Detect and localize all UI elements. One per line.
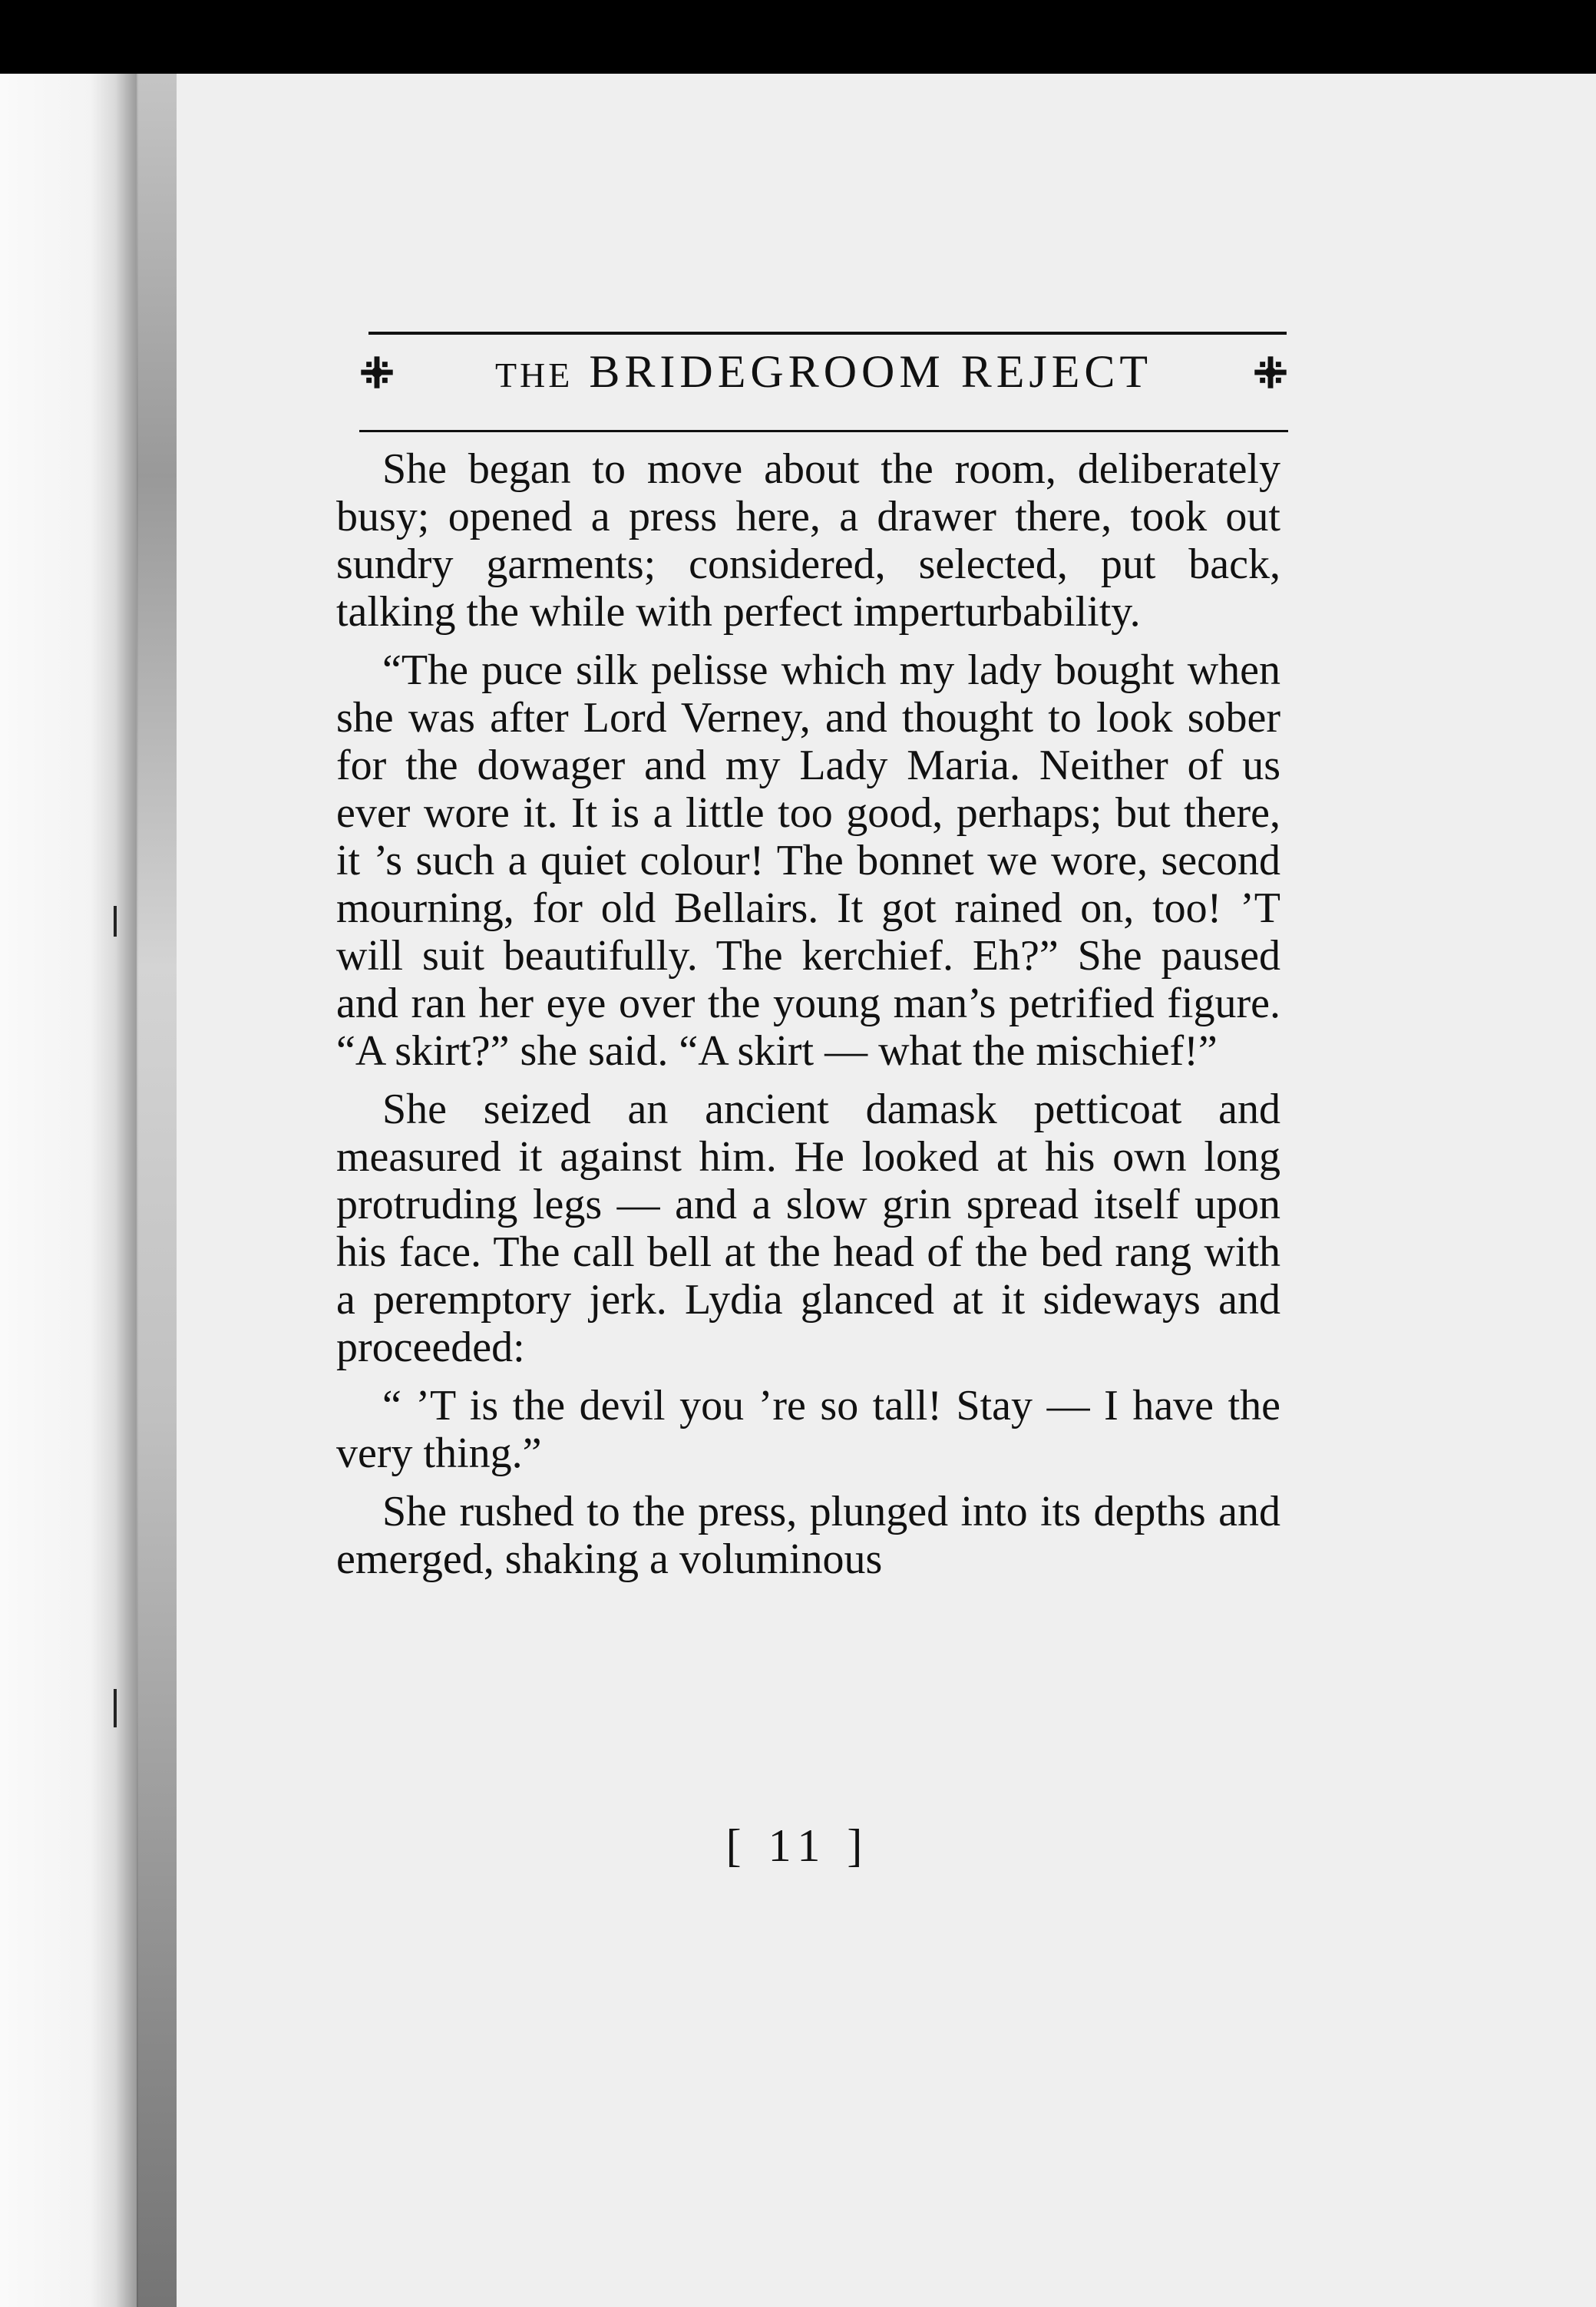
paragraph: “The puce silk pelisse which my lady bought when she was after Lord Verney, and thought to look sober for the dowager and my Lady Maria. Neither of us ever wore it. It is a little too good, perhaps; but there, it ’s such a quiet colour! The bonnet we wore, second mourning, for old Bellairs. It got rained on, too! ’T will suit beautifully. The kerchief. Eh?” She paused and ran her eye over the young man’s petrified figure. “A skirt?” she said. “A skirt — what the mischief!” <box>336 646 1280 1075</box>
paragraph: She rushed to the press, plunged into its depths and emerged, shaking a voluminous <box>336 1488 1280 1583</box>
margin-mark <box>114 1689 117 1727</box>
page-number: [ 11 ] <box>725 1820 871 1871</box>
header-rule-top <box>368 332 1287 335</box>
running-title-prefix: THE <box>494 355 573 395</box>
running-header <box>359 345 1288 398</box>
fleuron-icon <box>1253 355 1288 390</box>
margin-mark <box>114 906 117 937</box>
header-rule-bottom <box>359 430 1288 432</box>
body-text <box>336 445 1280 1583</box>
paragraph: “ ’T is the devil you ’re so tall! Stay — I have the very thing.” <box>336 1382 1280 1477</box>
fleuron-icon <box>359 355 395 390</box>
running-title-main: BRIDEGROOM REJECT <box>589 346 1153 397</box>
running-title <box>495 345 1152 398</box>
paragraph: She seized an ancient damask petticoat and measured it against him. He looked at his own long protruding legs — and a slow grin spread itself upon his face. The call bell at the head of the bed rang with a peremptory jerk. Lydia glanced at it sideways and proceeded: <box>336 1086 1280 1371</box>
book-spine-shadow <box>137 74 177 2307</box>
paragraph: She began to move about the room, deliberately busy; opened a press here, a drawer there, took out sundry garments; considered, selected, put back, talking the while with perfect imperturbability. <box>336 445 1280 636</box>
page-gutter <box>0 74 138 2307</box>
